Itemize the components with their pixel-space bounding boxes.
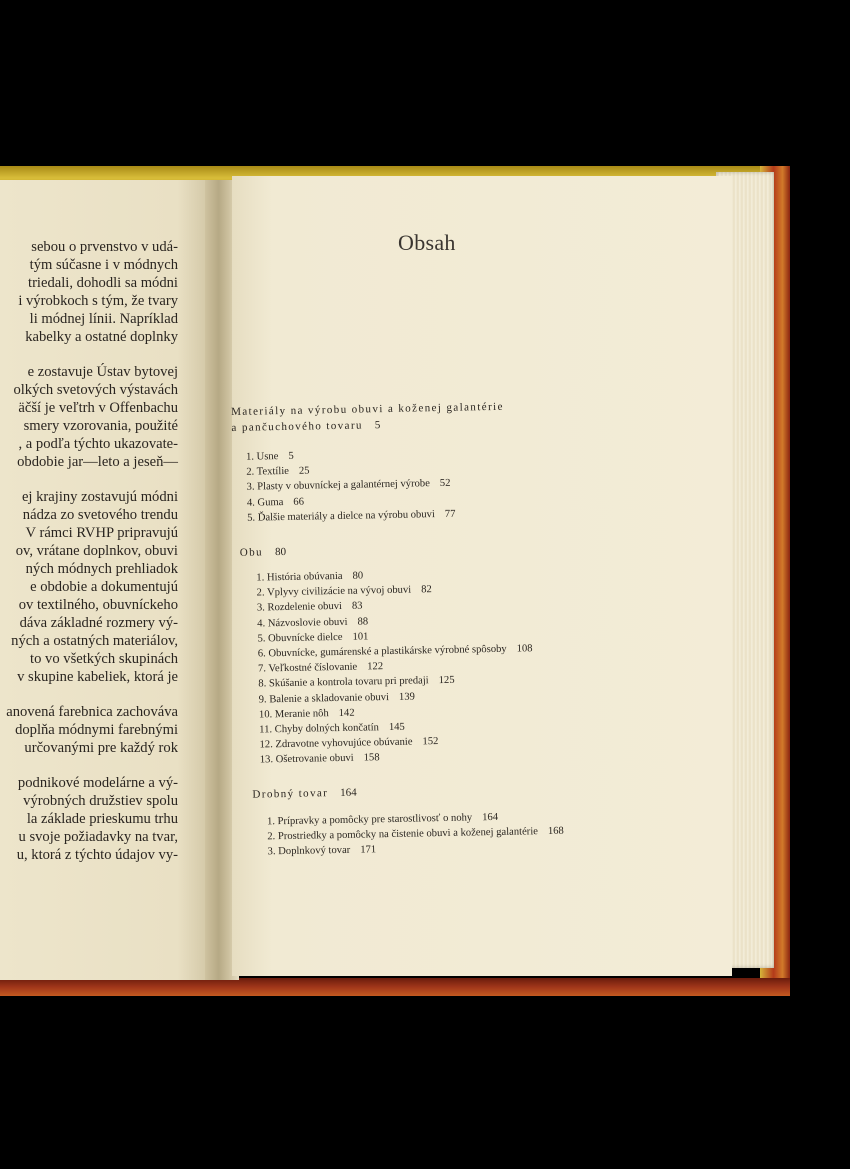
text-line: kabelky a ostatné doplnky <box>25 329 178 345</box>
toc-item-title: 2. Prostriedky a pomôcky na čistenie obuvi a koženej galantérie <box>267 826 539 843</box>
text-line: , a podľa týchto ukazovate- <box>18 436 178 452</box>
text-line: triedali, dohodli sa módni <box>28 275 178 291</box>
section-page-number: 80 <box>274 545 287 559</box>
text-line: tým súčasne i v módnych <box>29 257 178 273</box>
text-line: anovená farebnica zachováva <box>6 704 178 720</box>
toc-item-title: 9. Balenie a skladovanie obuvi <box>258 691 390 706</box>
left-paragraph <box>0 238 178 346</box>
toc-item-page: 108 <box>516 643 533 655</box>
text-line: V rámci RVHP pripravujú <box>25 525 178 541</box>
text-line: u, ktorá z týchto údajov vy- <box>16 847 178 863</box>
toc-item-title: 11. Chyby dolných končatín <box>259 722 380 736</box>
toc-item-page: 139 <box>398 691 415 703</box>
text-line: výrobných družstiev spolu <box>23 793 178 809</box>
toc-item-title: 10. Meranie nôh <box>258 708 329 721</box>
table-of-contents <box>231 396 660 860</box>
text-line: ov textilného, obuvníckeho <box>18 597 178 613</box>
toc-item-page: 168 <box>547 825 564 837</box>
section-heading <box>231 396 652 436</box>
toc-item-title: 7. Veľkostné číslovanie <box>257 661 358 675</box>
toc-item-page: 88 <box>357 616 369 628</box>
left-paragraph <box>0 774 178 864</box>
toc-item-title: 13. Ošetrovanie obuvi <box>259 753 354 766</box>
section-items <box>240 563 658 769</box>
text-line: to vo všetkých skupinách <box>30 651 178 667</box>
toc-item-title: 2. Vplyvy civilizácie na vývoj obuvi <box>256 584 412 599</box>
toc-item-title: 4. Názvoslovie obuvi <box>257 616 348 630</box>
toc-item-page: 142 <box>338 707 355 719</box>
text-line: ej krajiny zostavujú módni <box>21 489 178 505</box>
text-line: dáva základné rozmery vý- <box>19 615 178 631</box>
toc-section-materials <box>231 396 653 526</box>
text-line: ných módnych prehliadok <box>25 561 178 577</box>
text-line: ných a ostatných materiálov, <box>11 633 178 649</box>
toc-item-title: 1. Prípravky a pomôcky pre starostlivosť o nohy <box>266 812 473 828</box>
text-line: e obdobie a dokumentujú <box>30 579 178 595</box>
text-line: ov, vrátane doplnkov, obuvi <box>15 543 178 559</box>
toc-item-page: 80 <box>352 570 364 582</box>
section-heading: Drobný tovar 164 <box>252 786 357 801</box>
section-page-number: 5 <box>374 419 381 432</box>
toc-item-page: 101 <box>352 631 369 643</box>
text-line: la základe prieskumu trhu <box>26 811 178 827</box>
left-paragraph <box>0 363 178 471</box>
toc-item-page: 66 <box>293 496 305 508</box>
toc-item-page: 164 <box>482 811 499 823</box>
section-page-number: 164 <box>340 786 357 799</box>
contents-title: Obsah <box>398 230 456 255</box>
toc-item-title: 4. Guma <box>246 496 284 509</box>
text-line: u svoje požiadavky na tvar, <box>18 829 178 845</box>
toc-item-page: 5 <box>288 450 294 462</box>
toc-item-title: 2. Textílie <box>246 466 290 478</box>
toc-item-page: 82 <box>421 584 432 596</box>
left-page <box>0 180 222 980</box>
left-page-text <box>0 238 178 881</box>
toc-item-title: 5. Ďalšie materiály a dielce na výrobu obuvi <box>247 508 435 524</box>
section-heading-line: Materiály na výrobu obuvi a koženej galantérie <box>231 400 504 418</box>
text-line: určovanými pre každý rok <box>24 740 178 756</box>
text-line: i výrobkoch s tým, že tvary <box>18 293 178 309</box>
left-paragraph <box>0 488 178 686</box>
text-line: olkých svetových výstavách <box>13 382 178 398</box>
book-cover-bottom-edge <box>0 978 790 996</box>
left-paragraph <box>0 703 178 757</box>
text-line: doplňa módnymi farebnými <box>15 722 178 738</box>
toc-item-title: 6. Obuvnícke, gumárenské a plastikárske výrobné spôsoby <box>257 643 507 660</box>
toc-item-page: 158 <box>363 752 380 764</box>
toc-item-title: 3. Plasty v obuvníckej a galantérnej výrobe <box>246 478 430 494</box>
toc-item-page: 77 <box>444 508 456 520</box>
section-heading: Obu 80 <box>239 545 287 559</box>
section-items <box>253 807 660 860</box>
toc-item-page: 25 <box>298 465 310 477</box>
text-line: sebou o prvenstvo v udá- <box>31 239 178 255</box>
toc-item-page: 52 <box>439 478 451 490</box>
toc-item-page: 145 <box>388 721 405 734</box>
toc-item-title: 5. Obuvnícke dielce <box>257 631 343 645</box>
toc-item-page: 122 <box>367 661 384 673</box>
text-line: obdobie jar—leto a jeseň— <box>17 454 178 470</box>
text-line: podnikové modelárne a vý- <box>17 775 178 791</box>
text-line: e zostavuje Ústav bytovej <box>27 364 178 380</box>
toc-item-title: 8. Skúšanie a kontrola tovaru pri predaji <box>258 675 429 690</box>
text-line: v skupine kabeliek, ktorá je <box>17 669 178 685</box>
toc-section-drobny-tovar <box>238 779 659 861</box>
toc-item-title: 3. Doplnkový tovar <box>267 844 351 858</box>
toc-item-title: 1. Usne <box>245 451 279 463</box>
text-line: li módnej línii. Napríklad <box>29 311 178 327</box>
toc-item-title: 12. Zdravotne vyhovujúce obúvanie <box>259 736 413 751</box>
toc-item-page: 125 <box>438 675 455 687</box>
toc-item-title: 1. História obúvania <box>256 570 343 584</box>
text-line: äčší je veľtrh v Offenbachu <box>18 400 178 416</box>
toc-item-page: 83 <box>351 600 363 613</box>
toc-section-obuv <box>234 537 658 769</box>
toc-item-page: 152 <box>422 736 439 748</box>
section-items <box>232 442 653 526</box>
toc-item-title: 3. Rozdelenie obuvi <box>256 601 343 614</box>
text-line: smery vzorovania, použité <box>23 418 178 434</box>
text-line: nádza zo svetového trendu <box>22 507 178 523</box>
toc-item-page: 171 <box>360 844 377 856</box>
section-heading-line: a pančuchového tovaru 5 <box>231 419 381 434</box>
